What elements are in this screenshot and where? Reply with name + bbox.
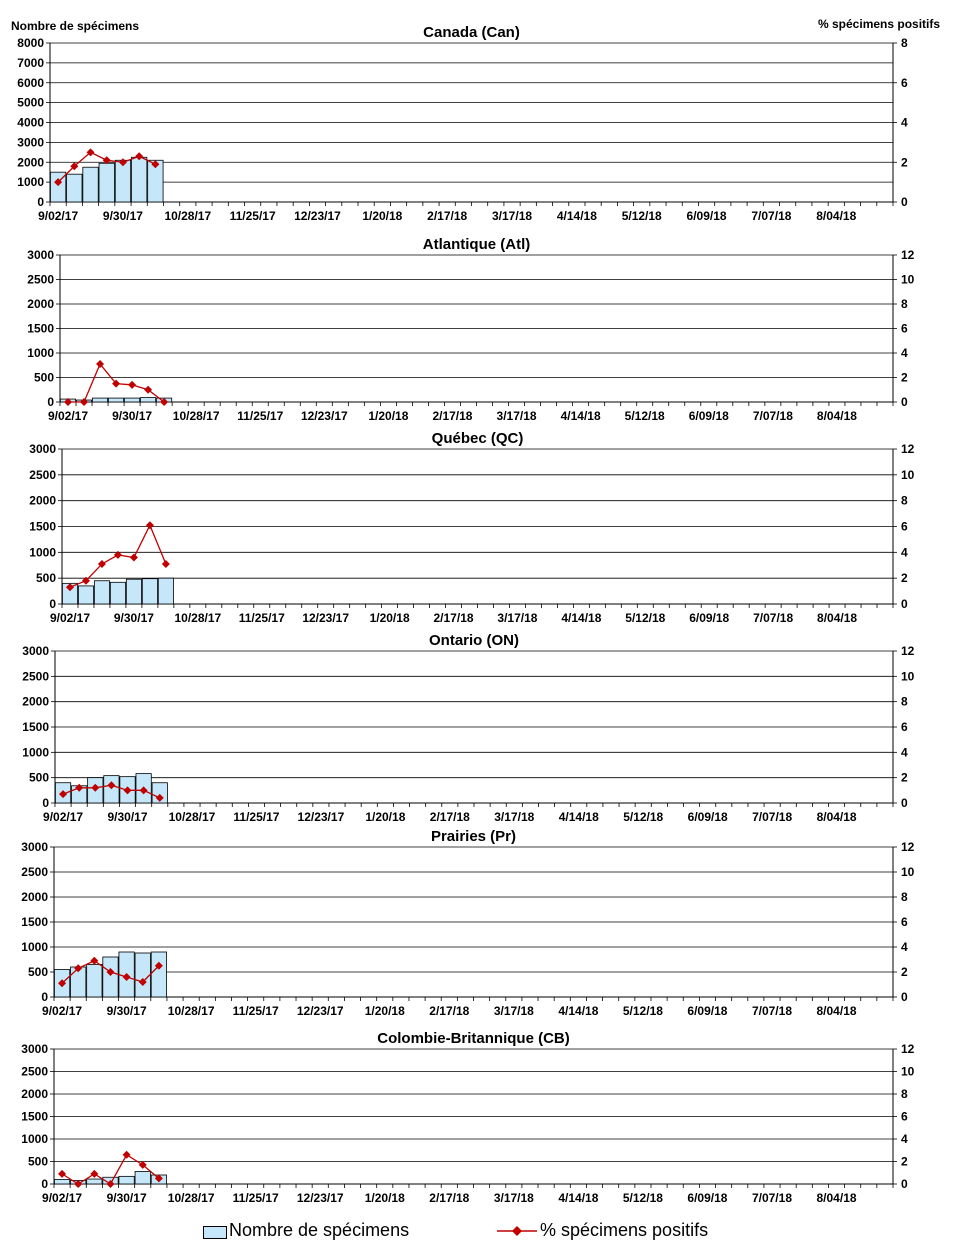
x-tick-label: 11/25/17 [232,1191,279,1205]
x-tick-label: 3/17/18 [493,1191,534,1205]
y2-tick-label: 4 [901,745,908,760]
x-tick-label: 1/20/18 [368,409,409,423]
x-tick-label: 9/02/17 [42,1004,83,1018]
y2-tick-label: 8 [901,493,908,508]
x-tick-label: 2/17/18 [432,409,473,423]
percent-positive-marker [90,957,98,965]
x-tick-label: 5/12/18 [623,810,664,824]
chart-panel [29,430,914,625]
x-tick-label: 10/28/17 [174,611,222,625]
x-tick-label: 8/04/18 [816,1191,857,1205]
percent-positive-marker [128,381,136,389]
legend-bar-swatch [203,1226,227,1239]
y2-tick-label: 12 [901,644,915,658]
specimen-bar [78,586,93,604]
specimen-bar [124,398,139,402]
y-tick-label: 1000 [29,545,56,560]
y-tick-label: 1000 [21,940,48,954]
x-tick-label: 9/02/17 [47,409,89,423]
y-tick-label: 1500 [22,720,49,734]
x-tick-label: 2/17/18 [433,611,474,625]
x-tick-label: 3/17/18 [492,209,533,223]
x-tick-label: 9/30/17 [106,1004,147,1018]
y2-tick-label: 8 [901,297,908,311]
x-tick-label: 8/04/18 [816,810,857,824]
y-tick-label: 6000 [17,75,44,90]
percent-positive-marker [123,1151,131,1159]
x-tick-label: 2/17/18 [429,1191,470,1205]
y2-tick-label: 10 [901,467,915,482]
x-tick-label: 12/23/17 [297,810,345,824]
specimen-bar [119,1176,134,1184]
y-tick-label: 2000 [29,493,56,508]
x-tick-label: 12/23/17 [300,409,348,423]
x-tick-label: 3/17/18 [494,810,535,824]
x-tick-label: 7/07/18 [751,209,792,223]
y-tick-label: 2500 [22,669,49,684]
y-tick-label: 1500 [27,321,54,336]
specimen-bar [92,398,107,402]
y-tick-label: 2000 [27,297,54,311]
specimen-bar [140,398,155,402]
x-tick-label: 7/07/18 [751,1004,793,1018]
x-tick-label: 7/07/18 [751,1191,793,1205]
y-tick-label: 2500 [21,865,48,879]
specimen-bar [115,160,130,202]
x-tick-label: 2/17/18 [427,209,468,223]
y-tick-label: 500 [27,1154,48,1169]
x-tick-label: 9/02/17 [43,810,84,824]
x-tick-label: 5/12/18 [625,611,666,625]
x-tick-label: 3/17/18 [496,409,537,423]
chart-panel [22,632,914,824]
x-tick-label: 1/20/18 [364,1191,405,1205]
x-tick-label: 4/14/18 [558,810,599,824]
y2-tick-label: 10 [901,272,915,287]
specimen-bar [87,1179,102,1184]
x-tick-label: 4/14/18 [558,1004,599,1018]
x-tick-label: 3/17/18 [493,1004,534,1018]
chart-panel [27,236,914,423]
percent-positive-marker [80,398,88,406]
y-tick-label: 7000 [17,55,44,70]
y2-tick-label: 2 [901,370,908,385]
x-tick-label: 9/02/17 [38,209,79,223]
y2-tick-label: 6 [901,915,908,929]
x-tick-label: 4/14/18 [560,409,601,423]
y-tick-label: 2000 [17,155,44,170]
x-tick-label: 8/04/18 [816,409,857,423]
x-tick-label: 12/23/17 [302,611,350,625]
specimen-bar [135,953,150,997]
y2-tick-label: 0 [901,395,908,409]
x-tick-label: 7/07/18 [753,611,794,625]
x-tick-label: 10/28/17 [164,209,212,223]
y-tick-label: 1000 [22,745,49,760]
percent-positive-marker [162,560,170,568]
chart-panel [21,1030,914,1205]
legend [0,1218,956,1246]
y2-tick-label: 0 [901,796,908,810]
y-tick-label: 3000 [21,1042,48,1056]
specimen-bar [135,1171,150,1184]
x-tick-label: 9/02/17 [49,611,91,625]
x-tick-label: 6/09/18 [689,611,730,625]
x-tick-label: 4/14/18 [558,1191,599,1205]
y-tick-label: 5000 [17,95,44,110]
x-tick-label: 9/30/17 [102,209,143,223]
x-tick-label: 1/20/18 [369,611,410,625]
x-tick-label: 11/25/17 [232,1004,279,1018]
y2-tick-label: 4 [901,1132,908,1146]
y-tick-label: 500 [33,370,54,385]
x-tick-label: 9/30/17 [107,810,148,824]
chart-panel [21,828,914,1018]
x-tick-label: 2/17/18 [429,1004,470,1018]
legend-bars-label: Nombre de spécimens [229,1220,410,1240]
y2-tick-label: 0 [901,195,908,209]
y-tick-label: 0 [47,395,54,409]
y-tick-label: 2000 [21,890,48,904]
y2-tick-label: 4 [901,940,908,954]
x-tick-label: 9/30/17 [113,611,154,625]
x-tick-label: 1/20/18 [362,209,403,223]
x-tick-label: 10/28/17 [167,1004,215,1018]
x-tick-label: 11/25/17 [237,409,284,423]
specimen-bar [108,398,123,402]
y2-tick-label: 4 [901,545,908,560]
y2-tick-label: 8 [901,694,908,709]
chart-title: Canada (Can) [423,24,520,41]
x-tick-label: 6/09/18 [686,209,727,223]
y2-tick-label: 6 [901,75,908,90]
x-tick-label: 10/28/17 [172,409,220,423]
y2-tick-label: 12 [901,442,915,456]
y-tick-label: 0 [41,1177,48,1191]
y2-tick-label: 6 [901,1109,908,1124]
y2-tick-label: 0 [901,1177,908,1191]
y-tick-label: 1500 [21,1109,48,1124]
y2-tick-label: 2 [901,155,908,170]
x-tick-label: 7/07/18 [752,810,793,824]
y2-tick-label: 6 [901,519,908,534]
x-tick-label: 12/23/17 [296,1004,344,1018]
y2-tick-label: 0 [901,990,908,1004]
y-tick-label: 2000 [22,694,49,709]
specimen-bar [54,1180,69,1185]
percent-positive-marker [58,1170,66,1178]
x-tick-label: 11/25/17 [229,209,276,223]
y2-tick-label: 10 [901,669,915,684]
specimen-bar [151,952,166,997]
x-tick-label: 5/12/18 [621,209,662,223]
y-tick-label: 1500 [29,519,56,534]
chart-title: Prairies (Pr) [430,828,517,845]
x-tick-label: 12/23/17 [294,209,341,223]
x-tick-label: 10/28/17 [167,1191,215,1205]
y2-tick-label: 2 [901,1154,908,1169]
y2-tick-label: 4 [901,115,908,130]
y2-tick-label: 10 [901,865,915,879]
x-tick-label: 7/07/18 [752,409,793,423]
specimen-bar [67,174,82,202]
legend-line-label: % spécimens positifs [540,1220,709,1240]
specimen-bar [87,965,102,998]
y2-tick-label: 2 [901,571,908,586]
y2-tick-label: 12 [901,1042,915,1056]
y-tick-label: 0 [37,195,44,209]
x-tick-label: 10/28/17 [168,810,216,824]
y-left-axis-title: Nombre de spécimens [11,19,140,33]
y-tick-label: 500 [35,571,56,586]
specimen-bar [103,957,118,997]
y-tick-label: 3000 [21,840,48,854]
specimen-bar [110,582,125,604]
y-tick-label: 1000 [27,346,54,360]
y-tick-label: 2000 [21,1087,48,1101]
x-tick-label: 6/09/18 [687,1191,728,1205]
y-tick-label: 0 [41,990,48,1004]
x-tick-label: 9/02/17 [42,1191,83,1205]
y-right-axis-title: % spécimens positifs [818,17,941,31]
y2-tick-label: 2 [901,770,908,785]
chart-title: Québec (QC) [431,430,524,447]
y2-tick-label: 0 [901,597,908,611]
legend-line-swatch [497,1223,537,1239]
chart-title: Atlantique (Atl) [422,236,531,253]
x-tick-label: 4/14/18 [556,209,597,223]
y-tick-label: 500 [28,770,49,785]
y2-tick-label: 4 [901,346,908,360]
chart-title: Colombie-Britannique (CB) [377,1030,570,1047]
x-tick-label: 1/20/18 [365,810,406,824]
y2-tick-label: 6 [901,321,908,336]
x-tick-label: 5/12/18 [624,409,665,423]
x-tick-label: 5/12/18 [622,1004,663,1018]
specimen-bar [142,579,157,604]
y-tick-label: 3000 [22,644,49,658]
y-tick-label: 8000 [17,36,44,50]
y-tick-label: 3000 [17,135,44,150]
y2-tick-label: 8 [901,1087,908,1101]
specimen-bar [126,579,141,604]
specimen-bar [131,157,146,202]
y-tick-label: 3000 [27,248,54,262]
specimen-bar [158,578,173,604]
x-tick-label: 11/25/17 [233,810,280,824]
x-tick-label: 1/20/18 [364,1004,405,1018]
x-tick-label: 9/30/17 [106,1191,147,1205]
y2-tick-label: 8 [901,890,908,904]
x-tick-label: 5/12/18 [622,1191,663,1205]
y2-tick-label: 2 [901,965,908,979]
percent-positive-marker [146,521,154,529]
chart-panel [17,24,908,223]
specimen-bar [83,167,98,202]
x-tick-label: 4/14/18 [561,611,602,625]
x-tick-label: 6/09/18 [688,409,729,423]
percent-positive-marker [90,1170,98,1178]
x-tick-label: 9/30/17 [112,409,153,423]
y-tick-label: 500 [27,965,48,979]
y-tick-label: 1000 [17,175,44,190]
specimen-bar [99,163,114,202]
y2-tick-label: 8 [901,36,908,50]
y-tick-label: 3000 [29,442,56,456]
y-tick-label: 1000 [21,1132,48,1146]
y-tick-label: 0 [42,796,49,810]
percent-positive-marker [130,554,138,562]
x-tick-label: 3/17/18 [497,611,538,625]
y-tick-label: 2500 [21,1064,48,1079]
y2-tick-label: 6 [901,720,908,734]
y-tick-label: 4000 [17,115,44,130]
x-tick-label: 6/09/18 [687,1004,728,1018]
x-tick-label: 6/09/18 [687,810,728,824]
specimen-bar [104,776,119,803]
chart-title: Ontario (ON) [429,632,519,649]
y-tick-label: 1500 [21,915,48,929]
y2-tick-label: 10 [901,1064,915,1079]
x-tick-label: 12/23/17 [296,1191,344,1205]
x-tick-label: 2/17/18 [429,810,470,824]
y-tick-label: 2500 [27,272,54,287]
x-tick-label: 11/25/17 [238,611,285,625]
y2-tick-label: 12 [901,248,915,262]
y-tick-label: 0 [49,597,56,611]
specimen-bar [94,581,109,604]
y2-tick-label: 12 [901,840,915,854]
x-tick-label: 8/04/18 [816,1004,857,1018]
y-tick-label: 2500 [29,467,56,482]
x-tick-label: 8/04/18 [817,611,858,625]
x-tick-label: 8/04/18 [816,209,857,223]
